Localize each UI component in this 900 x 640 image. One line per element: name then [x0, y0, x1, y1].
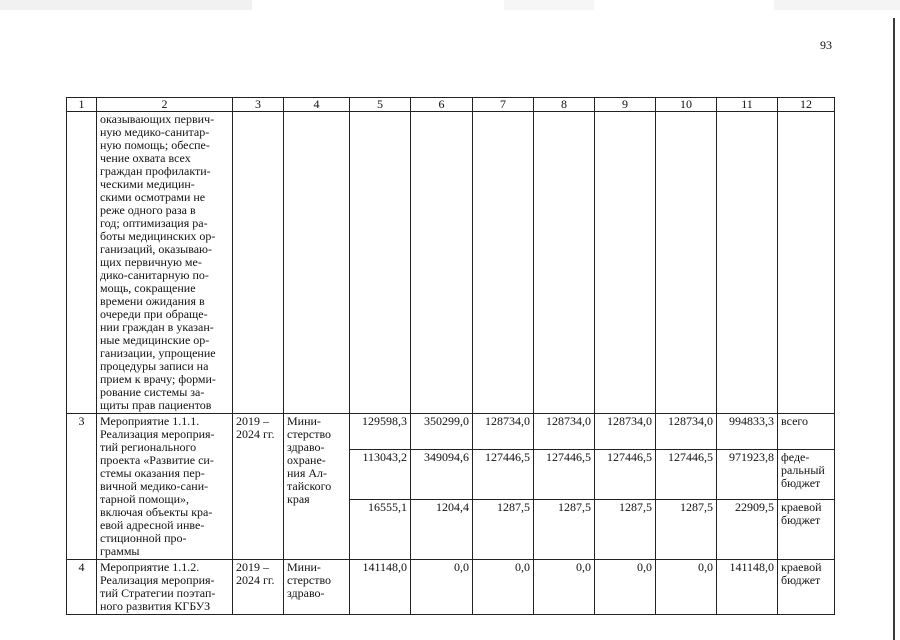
measure-name-line: Мероприятие 1.1.2.: [100, 560, 200, 574]
value-col-9: [595, 414, 656, 560]
col-header: 11: [717, 98, 778, 112]
measure-name-line: евой адресной инве-: [100, 518, 205, 532]
continuation-text-line: щих первичную ме-: [100, 255, 202, 269]
executor-line: ния Ал-: [287, 466, 328, 480]
measure-name-line: тарной помощи»,: [100, 492, 190, 506]
period-line: 2024 гг.: [236, 573, 275, 587]
source-cell: [778, 450, 834, 500]
row-number: 3: [67, 414, 97, 560]
value-cell: 127446,5: [473, 450, 533, 500]
continuation-text-line: процедуры записи на: [100, 359, 209, 373]
page-edge-line: [893, 18, 895, 640]
measure-name-line: Мероприятие 1.1.1.: [100, 414, 200, 428]
continuation-text-line: мощь, сокращение: [100, 281, 196, 295]
period: [233, 560, 284, 615]
executor-line: края: [287, 492, 310, 506]
page-number: 93: [820, 38, 832, 52]
measure-name-line: тий регионального: [100, 440, 197, 454]
col-header: 2: [97, 98, 233, 112]
continuation-text: [97, 112, 233, 414]
value-cell: 128734,0: [656, 414, 716, 450]
value-cell: 0,0: [411, 560, 473, 615]
value-col-6: [411, 414, 473, 560]
continuation-text-line: дико-санитарную по-: [100, 268, 209, 282]
continuation-text-line: ганизаций, оказываю-: [100, 242, 212, 256]
table-row: [67, 414, 835, 560]
period-line: 2019 –: [236, 414, 269, 428]
table-row: [67, 560, 835, 615]
measure-name: [97, 414, 233, 560]
value-cell: 971923,8: [717, 450, 777, 500]
col-header: 5: [350, 98, 411, 112]
continuation-text-line: прием к врачу; форми-: [100, 372, 216, 386]
continuation-text-line: нии граждан в указан-: [100, 320, 214, 334]
measure-name-line: стиционной про-: [100, 531, 187, 545]
continuation-text-line: очереди при обраще-: [100, 307, 208, 321]
value-cell: 0,0: [656, 560, 717, 615]
value-cell: 1204,4: [436, 500, 469, 514]
continuation-text-line: ную помощь; обеспе-: [100, 138, 210, 152]
measure-name-line: вичной медико-сани-: [100, 479, 209, 493]
col-header: 3: [233, 98, 284, 112]
executor: [284, 560, 350, 615]
value-cell: 127446,5: [656, 450, 716, 500]
value-col-8: [534, 414, 595, 560]
program-table: [66, 97, 835, 615]
source-line: бюджет: [781, 573, 821, 587]
period-line: 2024 гг.: [236, 427, 275, 441]
value-col-7: [473, 414, 534, 560]
col-header: 1: [67, 98, 97, 112]
executor-line: стерство: [287, 573, 332, 587]
header-row: [67, 98, 835, 112]
source-line: всего: [781, 414, 809, 428]
col-header: 4: [284, 98, 350, 112]
value-cell: 1287,5: [497, 500, 530, 514]
value-cell: 1287,5: [619, 500, 652, 514]
continuation-text-line: оказывающих первич-: [100, 112, 215, 126]
value-cell: 129598,3: [350, 414, 410, 450]
value-cell: 141148,0: [717, 560, 778, 615]
executor-line: здраво-: [287, 586, 325, 600]
source-line: ральный: [781, 463, 825, 477]
value-cell: 141148,0: [350, 560, 411, 615]
value-cell: 349094,6: [411, 450, 472, 500]
executor-line: здраво-: [287, 440, 325, 454]
continuation-text-line: ную медико-санитар-: [100, 125, 210, 139]
period-line: 2019 –: [236, 560, 269, 574]
source-cell: [778, 560, 835, 615]
measure-name: [97, 560, 233, 615]
continuation-text-line: ные медицинские ор-: [100, 333, 210, 347]
continuation-text-line: боты медицинских ор-: [100, 229, 216, 243]
continuation-text-line: скими осмотрами не: [100, 190, 206, 204]
executor-line: Мини-: [287, 414, 321, 428]
executor-line: стерство: [287, 427, 332, 441]
value-cell: 1287,5: [680, 500, 713, 514]
col-header: 7: [473, 98, 534, 112]
col-header: 8: [534, 98, 595, 112]
continuation-text-line: граждан профилакти-: [100, 164, 211, 178]
value-col-5: [350, 414, 411, 560]
value-cell: 128734,0: [473, 414, 533, 450]
executor: [284, 414, 350, 560]
continuation-text-line: реже одного раза в: [100, 203, 196, 217]
measure-name-line: стемы оказания пер-: [100, 466, 205, 480]
value-cell: 1287,5: [558, 500, 591, 514]
executor-line: охране-: [287, 453, 326, 467]
value-col-10: [656, 414, 717, 560]
row-number: 4: [67, 560, 97, 615]
value-cell: 0,0: [595, 560, 656, 615]
value-cell: 127446,5: [595, 450, 655, 500]
col-header: 6: [411, 98, 473, 112]
col-header: 9: [595, 98, 656, 112]
continuation-text-line: ганизации, упрощение: [100, 346, 216, 360]
measure-name-line: проекта «Развитие си-: [100, 453, 214, 467]
value-cell: 128734,0: [595, 414, 655, 450]
source-line: бюджет: [781, 513, 821, 527]
value-cell: 128734,0: [534, 414, 594, 450]
scan-artifact: [0, 0, 900, 10]
source-line: феде-: [781, 450, 810, 464]
value-cell: 22909,5: [735, 500, 774, 514]
executor-line: тайского: [287, 479, 332, 493]
value-cell: 16555,1: [368, 500, 407, 514]
continuation-text-line: рование системы за-: [100, 385, 205, 399]
value-cell: 994833,3: [717, 414, 777, 450]
source-line: бюджет: [781, 476, 821, 490]
col-header: 10: [656, 98, 717, 112]
measure-name-line: включая объекты кра-: [100, 505, 213, 519]
measure-name-line: тий Стратегии поэтап-: [100, 586, 216, 600]
source-cell: [778, 414, 834, 450]
continuation-text-line: времени ожидания в: [100, 294, 205, 308]
col-header: 12: [778, 98, 835, 112]
executor-line: Мини-: [287, 560, 321, 574]
continuation-text-line: щиты прав пациентов: [100, 398, 212, 412]
measure-name-line: граммы: [100, 544, 140, 558]
continuation-text-line: ческими медицин-: [100, 177, 195, 191]
value-cell: 127446,5: [534, 450, 594, 500]
measure-name-line: Реализация мероприя-: [100, 573, 215, 587]
value-col-11: [717, 414, 778, 560]
value-cell: 350299,0: [411, 414, 472, 450]
value-cell: 0,0: [473, 560, 534, 615]
source-cell: [778, 500, 834, 555]
continuation-row: [67, 112, 835, 414]
measure-name-line: ного развития КГБУЗ: [100, 599, 211, 613]
period: [233, 414, 284, 560]
source-line: краевой: [781, 560, 822, 574]
value-cell: 113043,2: [350, 450, 410, 500]
continuation-text-line: чение охвата всех: [100, 151, 191, 165]
value-cell: 0,0: [534, 560, 595, 615]
source-col: [778, 414, 835, 560]
source-line: краевой: [781, 500, 822, 514]
measure-name-line: Реализация мероприя-: [100, 427, 215, 441]
continuation-text-line: год; оптимизация ра-: [100, 216, 208, 230]
